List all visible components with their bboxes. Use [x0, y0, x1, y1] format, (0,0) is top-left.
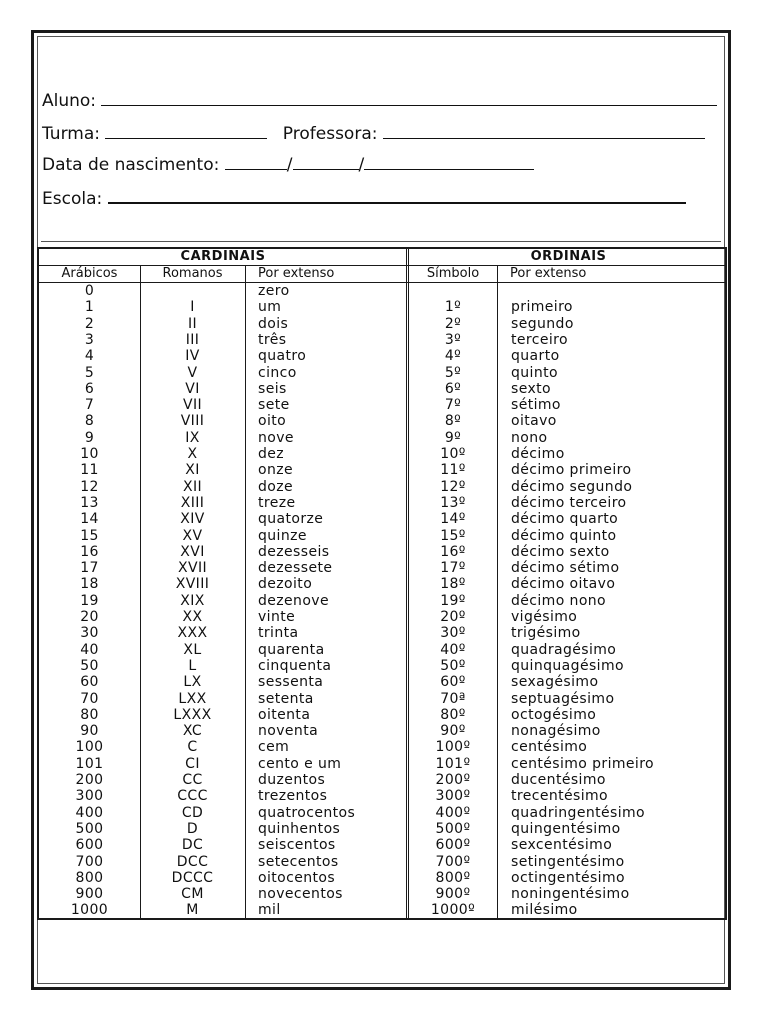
roman-cell: D: [186, 820, 199, 837]
ordinal-symbol-cell: 13º: [440, 494, 466, 511]
table-row: [39, 348, 725, 364]
arabic-cell: 19: [80, 592, 99, 609]
arabic-cell: 90: [80, 723, 99, 740]
roman-cell: DCCC: [171, 869, 214, 886]
table-row: [39, 446, 725, 462]
date-separator: /: [286, 155, 293, 175]
table-row: [39, 723, 725, 739]
ordinal-words-cell: décimo quinto: [511, 527, 617, 544]
ordinal-words-cell: trecentésimo: [511, 788, 609, 805]
ordinal-symbol-cell: 4º: [444, 348, 462, 365]
ordinal-words-cell: quarto: [511, 348, 560, 365]
cardinal-words-cell: um: [258, 299, 282, 316]
cardinal-words-cell: mil: [258, 902, 281, 919]
table-row: [39, 576, 725, 592]
ordinal-words-cell: décimo sétimo: [511, 560, 620, 577]
cardinal-words-cell: sete: [258, 397, 290, 414]
cardinal-words-cell: setecentos: [258, 853, 339, 870]
ordinal-words-cell: décimo nono: [511, 592, 607, 609]
cardinal-words-cell: quatrocentos: [258, 804, 356, 821]
cardinal-words-cell: cinquenta: [258, 657, 332, 674]
ordinal-words-cell: milésimo: [511, 902, 578, 919]
roman-cell: VIII: [180, 413, 205, 430]
ordinal-symbol-cell: 70ª: [440, 690, 466, 707]
ordinal-words-cell: vigésimo: [511, 609, 578, 625]
ordinal-symbol-cell: 80º: [440, 706, 466, 723]
ordinal-symbol-cell: 15º: [440, 527, 466, 544]
cardinal-words-cell: quinze: [258, 527, 307, 544]
ordinal-symbol-cell: 30º: [440, 625, 466, 642]
table-row: [39, 772, 725, 788]
ordinal-words-cell: nono: [511, 429, 548, 446]
ordinal-symbol-cell: 900º: [435, 886, 471, 903]
cardinal-words-cell: quinhentos: [258, 820, 341, 837]
numbers-table: [37, 247, 727, 920]
ordinal-symbol-cell: 19º: [440, 592, 466, 609]
table-row: [39, 365, 725, 381]
table-row: [39, 902, 725, 918]
date-separator: /: [358, 155, 365, 175]
ordinal-words-cell: septuagésimo: [511, 690, 615, 707]
table-row: [39, 625, 725, 641]
table-row: [39, 886, 725, 902]
ordinal-symbol-cell: 3º: [444, 331, 462, 348]
cardinal-words-cell: oitocentos: [258, 869, 336, 886]
arabic-cell: 9: [84, 429, 95, 446]
ordinal-words-cell: décimo quarto: [511, 511, 619, 528]
ordinal-symbol-cell: 101º: [435, 755, 471, 772]
ordinal-symbol-cell: 600º: [435, 837, 471, 854]
ordinal-symbol-cell: [409, 283, 497, 299]
cardinal-words-cell: quatorze: [258, 511, 324, 528]
table-row: [39, 593, 725, 609]
professora-field[interactable]: [383, 123, 705, 139]
header-extenso-cardinal: Por extenso: [258, 266, 335, 281]
arabic-cell: 800: [75, 869, 104, 886]
roman-cell: VI: [185, 380, 200, 397]
roman-cell: V: [187, 364, 198, 381]
cardinal-words-cell: dezoito: [258, 576, 313, 593]
arabic-cell: 40: [80, 641, 99, 658]
ordinal-symbol-cell: 16º: [440, 543, 466, 560]
nascimento-dia-field[interactable]: [225, 154, 287, 170]
ordinal-symbol-cell: 100º: [435, 739, 471, 756]
ordinal-symbol-cell: 50º: [440, 657, 466, 674]
roman-cell: XII: [182, 478, 203, 495]
ordinal-symbol-cell: 9º: [444, 429, 462, 446]
table-row: [39, 805, 725, 821]
roman-cell: LXXX: [173, 706, 212, 723]
ordinal-words-cell: noningentésimo: [511, 886, 630, 903]
table-row: [39, 397, 725, 413]
escola-line: [42, 187, 686, 209]
cardinal-words-cell: trinta: [258, 625, 299, 642]
roman-cell: CD: [181, 804, 204, 821]
roman-cell: C: [187, 739, 198, 756]
arabic-cell: 1: [84, 299, 95, 316]
cardinal-words-cell: onze: [258, 462, 294, 479]
table-row: [39, 316, 725, 332]
table-row: [39, 854, 725, 870]
arabic-cell: 17: [80, 560, 99, 577]
roman-cell: XVIII: [175, 576, 210, 593]
ordinal-symbol-cell: 300º: [435, 788, 471, 805]
ordinal-symbol-cell: 200º: [435, 772, 471, 788]
roman-cell: II: [187, 315, 198, 332]
cardinal-words-cell: zero: [258, 283, 290, 299]
table-row: [39, 430, 725, 446]
arabic-cell: 20: [80, 609, 99, 625]
roman-cell: DCC: [176, 853, 209, 870]
roman-cell: XIX: [180, 592, 205, 609]
arabic-cell: 900: [75, 886, 104, 903]
cardinal-words-cell: quatro: [258, 348, 307, 365]
ordinal-words-cell: terceiro: [511, 331, 568, 348]
ordinal-symbol-cell: 6º: [444, 380, 462, 397]
roman-cell: IV: [185, 348, 200, 365]
ordinal-symbol-cell: 1000º: [430, 902, 476, 919]
ordinal-words-cell: oitavo: [511, 413, 557, 430]
arabic-cell: 0: [84, 283, 95, 299]
roman-cell: DC: [181, 837, 204, 854]
aluno-field[interactable]: [101, 90, 717, 106]
roman-cell: XIV: [180, 511, 205, 528]
ordinal-symbol-cell: 11º: [440, 462, 466, 479]
professora-label: Professora:: [282, 124, 378, 144]
arabic-cell: 60: [80, 674, 99, 691]
ordinal-symbol-cell: 500º: [435, 820, 471, 837]
roman-cell: XC: [182, 723, 203, 740]
ordinal-words-cell: décimo sexto: [511, 543, 610, 560]
arabic-cell: 200: [75, 772, 104, 788]
table-row: [39, 544, 725, 560]
arabic-cell: 70: [80, 690, 99, 707]
roman-cell: XVII: [177, 560, 208, 577]
table-row: [39, 413, 725, 429]
cardinal-words-cell: dezessete: [258, 560, 333, 577]
cardinal-words-cell: setenta: [258, 690, 314, 707]
cardinal-words-cell: seiscentos: [258, 837, 336, 854]
arabic-cell: 600: [75, 837, 104, 854]
table-row: [39, 332, 725, 348]
arabic-cell: 700: [75, 853, 104, 870]
ordinal-words-cell: décimo primeiro: [511, 462, 632, 479]
arabic-cell: 80: [80, 706, 99, 723]
ordinal-words-cell: ducentésimo: [511, 772, 606, 788]
arabic-cell: 16: [80, 543, 99, 560]
cardinal-words-cell: novecentos: [258, 886, 343, 903]
turma-professora-line: [42, 123, 705, 144]
arabic-cell: 50: [80, 657, 99, 674]
ordinal-symbol-cell: 8º: [444, 413, 462, 430]
table-row: [39, 283, 725, 299]
cardinal-words-cell: treze: [258, 494, 296, 511]
roman-cell: XV: [182, 527, 203, 544]
ordinal-words-cell: décimo terceiro: [511, 494, 627, 511]
cardinal-words-cell: cinco: [258, 364, 297, 381]
arabic-cell: 4: [84, 348, 95, 365]
arabic-cell: 500: [75, 820, 104, 837]
ordinal-symbol-cell: 2º: [444, 315, 462, 332]
arabic-cell: 5: [84, 364, 95, 381]
cardinal-words-cell: cento e um: [258, 755, 342, 772]
ordinal-words-cell: sexcentésimo: [511, 837, 613, 854]
table-row: [39, 674, 725, 690]
cardinal-words-cell: vinte: [258, 609, 296, 625]
table-row: [39, 528, 725, 544]
ordinal-words-cell: quadringentésimo: [511, 804, 646, 821]
arabic-cell: 1000: [70, 902, 109, 919]
roman-cell: III: [185, 331, 200, 348]
cardinal-words-cell: doze: [258, 478, 294, 495]
table-row: [39, 739, 725, 755]
cardinal-words-cell: trezentos: [258, 788, 328, 805]
ordinal-words-cell: [497, 283, 727, 299]
ordinal-symbol-cell: 17º: [440, 560, 466, 577]
roman-cell: XXX: [177, 625, 208, 642]
ordinal-words-cell: trigésimo: [511, 625, 581, 642]
cardinal-words-cell: dois: [258, 315, 289, 332]
cardinal-words-cell: três: [258, 331, 287, 348]
ordinal-symbol-cell: 5º: [444, 364, 462, 381]
ordinal-words-cell: octogésimo: [511, 706, 597, 723]
roman-cell: L: [188, 657, 197, 674]
ordinal-words-cell: octingentésimo: [511, 869, 625, 886]
roman-cell: X: [187, 446, 198, 462]
arabic-cell: 101: [75, 755, 104, 772]
arabic-cell: 15: [80, 527, 99, 544]
nascimento-ano-field[interactable]: [364, 154, 534, 170]
roman-cell: IX: [185, 429, 200, 446]
cardinal-words-cell: seis: [258, 380, 287, 397]
ordinal-words-cell: primeiro: [511, 299, 573, 316]
cardinal-words-cell: dez: [258, 446, 285, 462]
ordinal-symbol-cell: 10º: [440, 446, 466, 462]
ordinal-words-cell: décimo: [511, 446, 565, 462]
ordinal-symbol-cell: 90º: [440, 723, 466, 740]
ordinal-symbol-cell: 1º: [444, 299, 462, 316]
roman-cell: VII: [182, 397, 203, 414]
ordinal-words-cell: nonagésimo: [511, 723, 601, 740]
ordinal-words-cell: décimo segundo: [511, 478, 633, 495]
ordinais-title: ORDINAIS: [530, 249, 607, 264]
header-romanos: Romanos: [162, 266, 223, 281]
roman-cell: XIII: [180, 494, 205, 511]
escola-label: Escola:: [42, 189, 103, 209]
header-divider: [41, 241, 721, 242]
roman-cell: CM: [181, 886, 204, 903]
arabic-cell: 11: [80, 462, 99, 479]
ordinal-words-cell: sétimo: [511, 397, 561, 414]
table-row: [39, 658, 725, 674]
ordinal-symbol-cell: 60º: [440, 674, 466, 691]
table-row: [39, 299, 725, 315]
table-row: [39, 609, 725, 625]
ordinal-symbol-cell: 40º: [440, 641, 466, 658]
arabic-cell: 13: [80, 494, 99, 511]
cardinal-words-cell: quarenta: [258, 641, 325, 658]
cardinal-words-cell: oito: [258, 413, 287, 430]
arabic-cell: 7: [84, 397, 95, 414]
roman-cell: XVI: [180, 543, 205, 560]
arabic-cell: 400: [75, 804, 104, 821]
header-extenso-ordinal: Por extenso: [510, 266, 587, 281]
ordinal-words-cell: sexagésimo: [511, 674, 599, 691]
table-row: [39, 837, 725, 853]
cardinal-words-cell: nove: [258, 429, 294, 446]
ordinal-symbol-cell: 18º: [440, 576, 466, 593]
arabic-cell: 10: [80, 446, 99, 462]
nascimento-label: Data de nascimento:: [42, 155, 220, 175]
table-row: [39, 691, 725, 707]
roman-cell: XI: [185, 462, 200, 479]
nascimento-line: [42, 154, 534, 175]
ordinal-words-cell: quingentésimo: [511, 820, 621, 837]
arabic-cell: 3: [84, 331, 95, 348]
ordinal-symbol-cell: 700º: [435, 853, 471, 870]
arabic-cell: 12: [80, 478, 99, 495]
ordinal-symbol-cell: 800º: [435, 869, 471, 886]
table-row: [39, 479, 725, 495]
cardinal-words-cell: duzentos: [258, 772, 326, 788]
cardinal-words-cell: sessenta: [258, 674, 324, 691]
table-row: [39, 642, 725, 658]
arabic-cell: 2: [84, 315, 95, 332]
arabic-cell: 8: [84, 413, 95, 430]
cardinal-words-cell: oitenta: [258, 706, 311, 723]
cardinal-words-cell: cem: [258, 739, 290, 756]
table-row: [39, 560, 725, 576]
header-simbolo: Símbolo: [426, 266, 480, 281]
table-row: [39, 707, 725, 723]
roman-cell: XL: [183, 641, 202, 658]
table-row: [39, 788, 725, 804]
table-row: [39, 495, 725, 511]
roman-cell: LXX: [178, 690, 207, 707]
arabic-cell: 6: [84, 380, 95, 397]
ordinal-words-cell: quinquagésimo: [511, 657, 624, 674]
aluno-label: Aluno:: [42, 91, 97, 111]
roman-cell: [140, 283, 245, 299]
table-row: [39, 870, 725, 886]
header-arabicos: Arábicos: [61, 266, 118, 281]
cardinal-words-cell: dezesseis: [258, 543, 330, 560]
ordinal-words-cell: décimo oitavo: [511, 576, 616, 593]
cardinal-words-cell: noventa: [258, 723, 319, 740]
cardinal-words-cell: dezenove: [258, 592, 329, 609]
roman-cell: CI: [185, 755, 200, 772]
ordinal-words-cell: quinto: [511, 364, 558, 381]
ordinal-words-cell: centésimo primeiro: [511, 755, 655, 772]
table-row: [39, 381, 725, 397]
turma-label: Turma:: [42, 124, 100, 144]
roman-cell: XX: [182, 609, 203, 625]
ordinal-words-cell: segundo: [511, 315, 574, 332]
roman-cell: I: [190, 299, 195, 316]
table-row: [39, 821, 725, 837]
turma-field[interactable]: [105, 123, 267, 139]
escola-field[interactable]: [108, 187, 686, 204]
roman-cell: M: [186, 902, 199, 919]
arabic-cell: 100: [75, 739, 104, 756]
ordinal-symbol-cell: 20º: [440, 609, 466, 625]
roman-cell: CCC: [177, 788, 208, 805]
ordinal-words-cell: setingentésimo: [511, 853, 625, 870]
ordinal-symbol-cell: 12º: [440, 478, 466, 495]
table-row: [39, 756, 725, 772]
ordinal-symbol-cell: 14º: [440, 511, 466, 528]
roman-cell: CC: [182, 772, 203, 788]
roman-cell: LX: [183, 674, 202, 691]
arabic-cell: 30: [80, 625, 99, 642]
arabic-cell: 300: [75, 788, 104, 805]
arabic-cell: 14: [80, 511, 99, 528]
ordinal-symbol-cell: 7º: [444, 397, 462, 414]
ordinal-words-cell: centésimo: [511, 739, 588, 756]
ordinal-words-cell: quadragésimo: [511, 641, 617, 658]
nascimento-mes-field[interactable]: [293, 154, 359, 170]
table-row: [39, 462, 725, 478]
ordinal-symbol-cell: 400º: [435, 804, 471, 821]
arabic-cell: 18: [80, 576, 99, 593]
ordinal-words-cell: sexto: [511, 380, 552, 397]
cardinais-title: CARDINAIS: [180, 249, 266, 264]
aluno-line: [42, 90, 717, 111]
table-row: [39, 511, 725, 527]
